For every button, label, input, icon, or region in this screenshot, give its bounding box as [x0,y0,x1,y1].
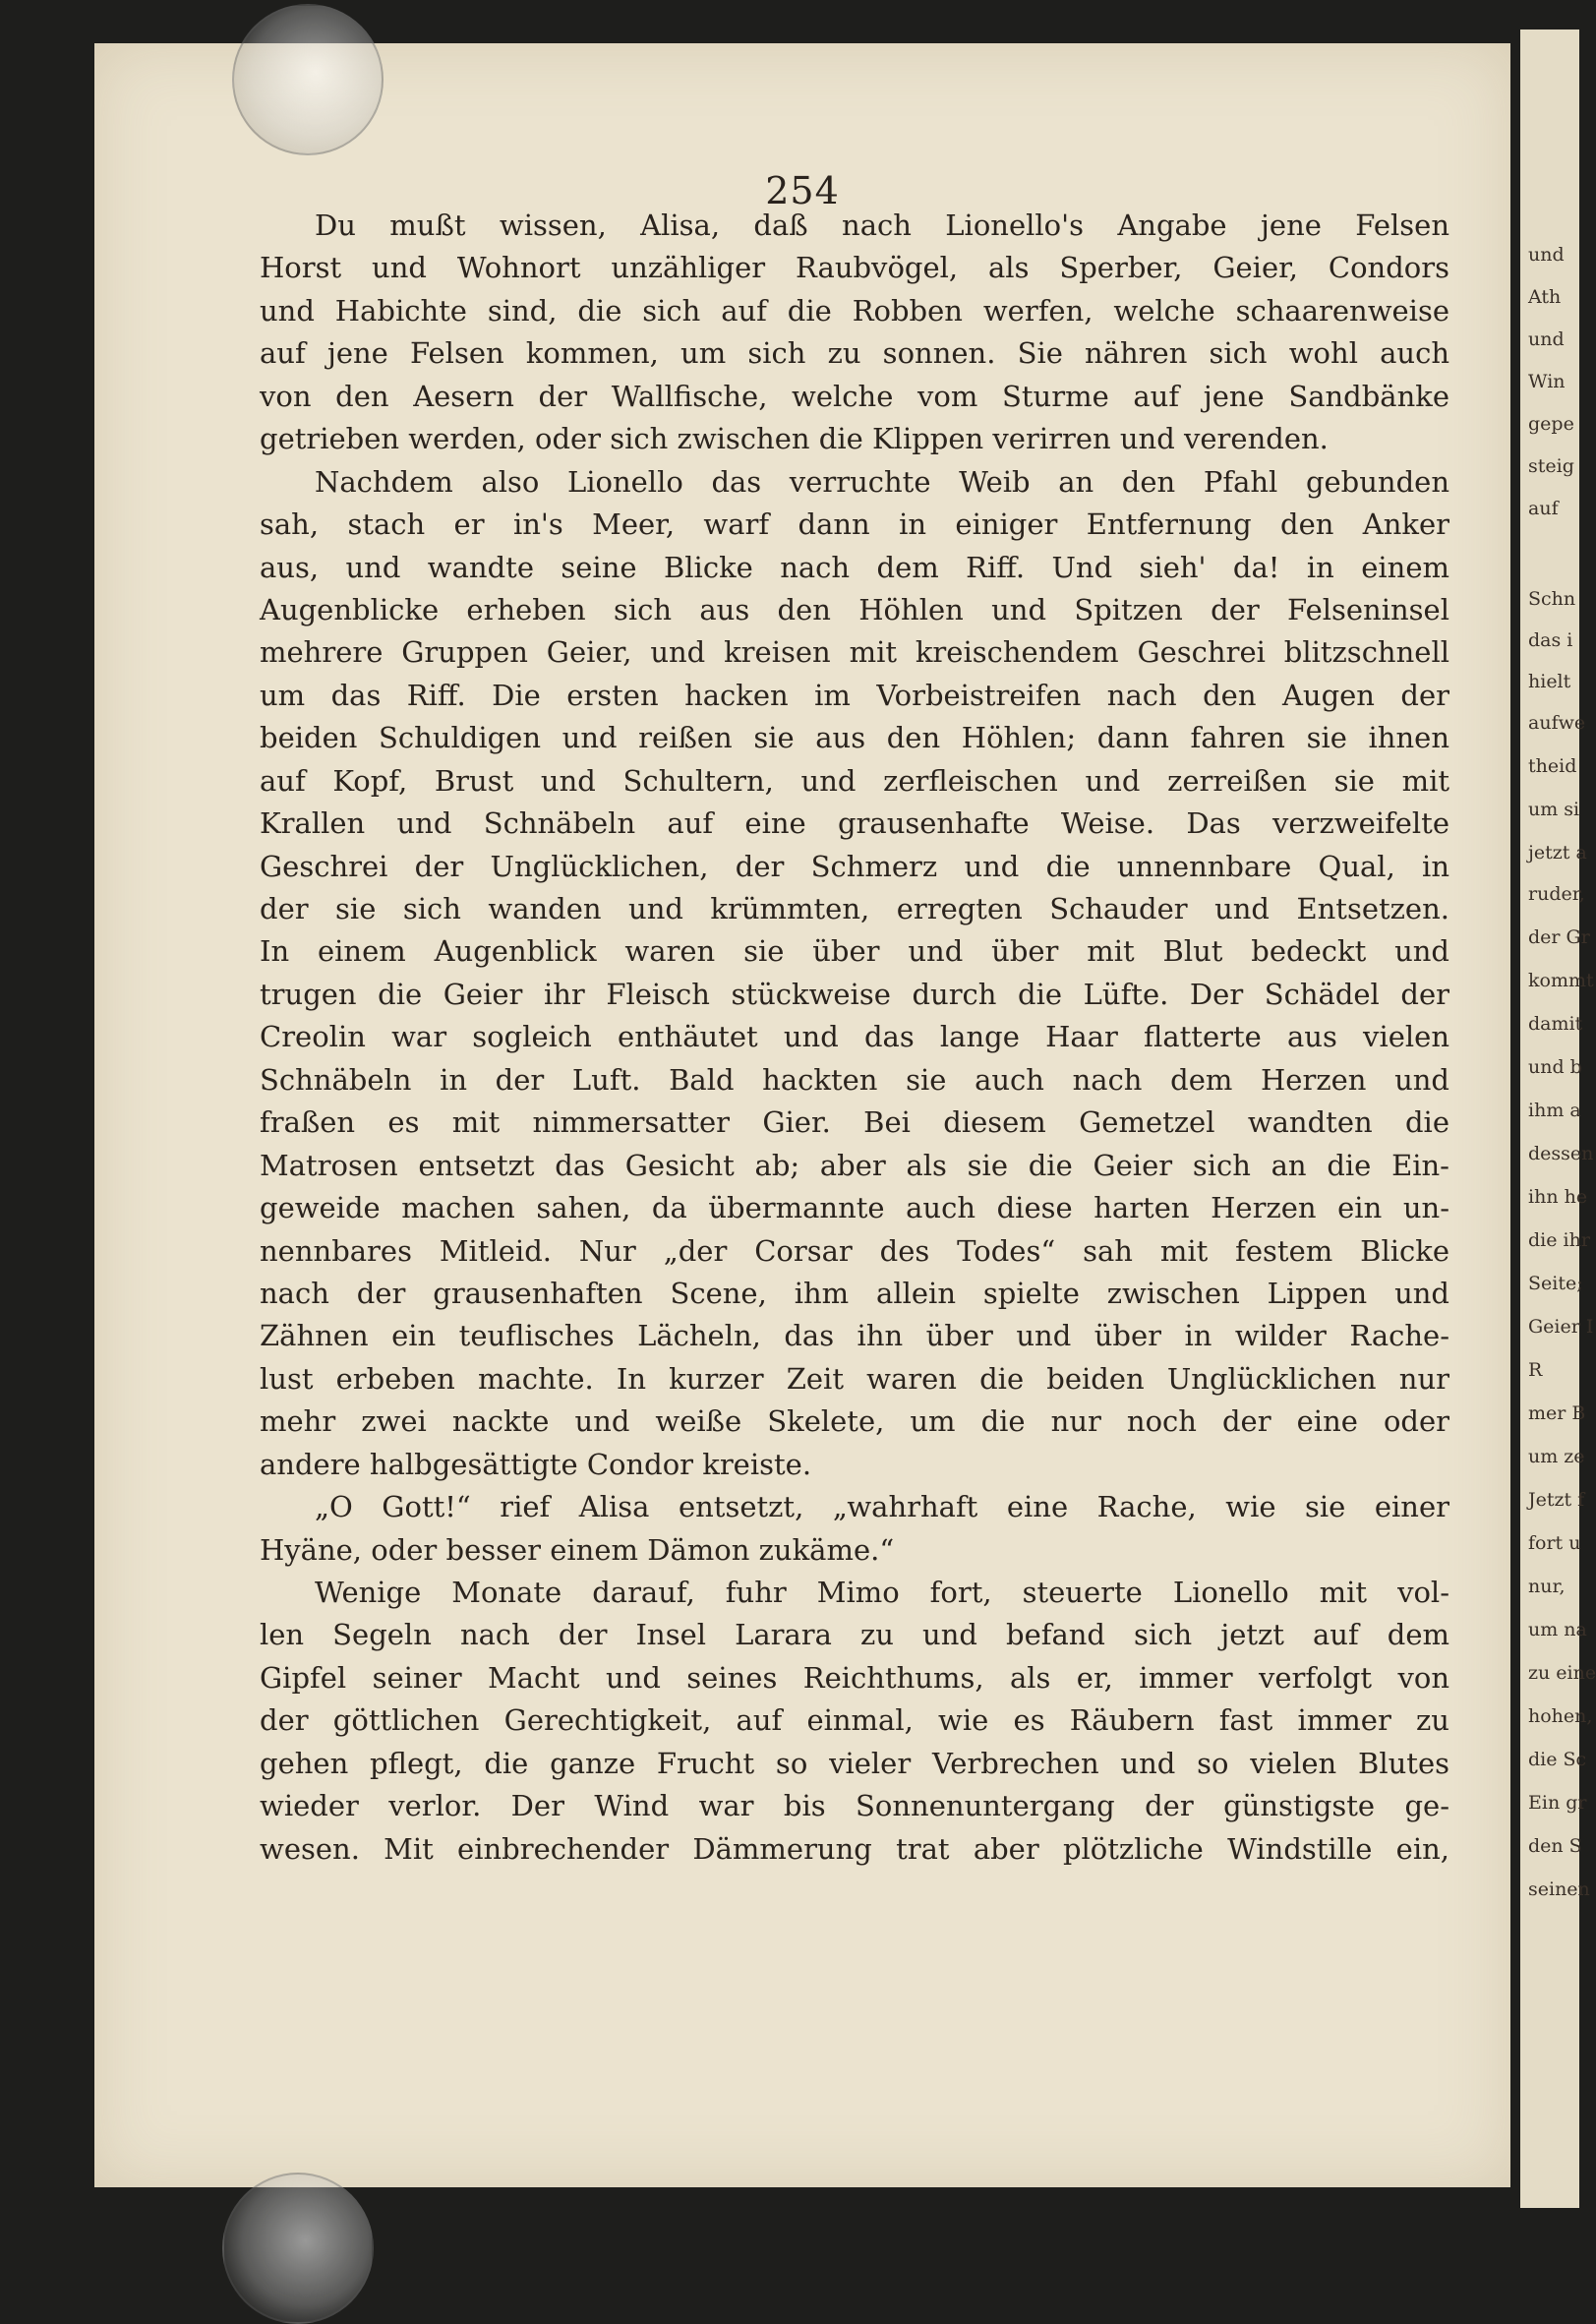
margin-word: um ze [1528,1446,1585,1467]
text-line: lust erbeben machte. In kurzer Zeit waren die beiden Unglücklichen nur [260,1361,1449,1396]
margin-word: Ath [1528,286,1562,308]
page-number: 254 [765,169,840,212]
margin-word: mer B [1528,1402,1586,1424]
text-line: Wenige Monate darauf, fuhr Mimo fort, steuerte Lionello mit vol- [315,1576,1449,1609]
text-line: um das Riff. Die ersten hacken im Vorbeistreifen nach den Augen der [260,678,1449,712]
text-line: wieder verlor. Der Wind war bis Sonnenuntergang der günstigste ge- [260,1789,1449,1823]
text-line: beiden Schuldigen und reißen sie aus den Höhlen; dann fahren sie ihnen [260,721,1449,755]
text-line: sah, stach er in's Meer, warf dann in einiger Entfernung den Anker [260,507,1449,542]
margin-word: steig [1528,455,1574,477]
margin-word: fort u [1528,1532,1581,1554]
text-line: der sie sich wanden und krümmten, erregten Schauder und Entsetzen. [260,892,1449,925]
margin-word: ihm a [1528,1100,1581,1121]
margin-word: die ihr [1528,1229,1590,1251]
margin-word: das i [1528,629,1573,651]
margin-word: kommt [1528,970,1594,991]
text-line: mehr zwei nackte und weiße Skelete, um die nur noch der eine oder [260,1404,1449,1439]
margin-word: den S [1528,1835,1582,1857]
text-line: Gipfel seiner Macht und seines Reichthums, als er, immer verfolgt von [260,1660,1449,1695]
page-clip-top [232,4,384,155]
margin-word: hielt [1528,671,1571,692]
text-line: trugen die Geier ihr Fleisch stückweise durch die Lüfte. Der Schädel der [260,977,1449,1011]
text-line: fraßen es mit nimmersatter Gier. Bei diesem Gemetzel wandten die [260,1105,1449,1140]
text-line: der göttlichen Gerechtigkeit, auf einmal, wie es Räubern fast immer zu [260,1703,1449,1738]
text-line: mehrere Gruppen Geier, und kreisen mit kreischendem Geschrei blitzschnell [260,635,1449,670]
text-line: andere halbgesättigte Condor kreiste. [260,1447,812,1481]
margin-word: Schn [1528,588,1576,610]
body-text [260,205,1449,1871]
text-line: gehen pflegt, die ganze Frucht so vieler Verbrechen und so vielen Blutes [260,1746,1449,1780]
text-line: Du mußt wissen, Alisa, daß nach Lionello's Angabe jene Felsen [315,209,1449,242]
text-line: Zähnen ein teuflisches Lächeln, das ihn über und über in wilder Rache- [260,1319,1449,1353]
margin-word: dessen [1528,1143,1594,1164]
margin-word: R [1528,1359,1543,1381]
text-line: len Segeln nach der Insel Larara zu und befand sich jetzt auf dem [260,1618,1449,1652]
margin-word: Seite; [1528,1273,1583,1294]
text-line: Krallen und Schnäbeln auf eine grausenhafte Weise. Das verzweifelte [260,806,1449,841]
text-line: Nachdem also Lionello das verruchte Weib an den Pfahl gebunden [315,464,1449,499]
margin-word: seinen [1528,1878,1590,1900]
margin-word: um na [1528,1619,1587,1640]
text-line: getrieben werden, oder sich zwischen die Klippen verirren und verenden. [260,422,1329,456]
margin-word: auf [1528,498,1559,519]
margin-word: zu eine [1528,1662,1596,1684]
text-line: Augenblicke erheben sich aus den Höhlen und Spitzen der Felseninsel [260,592,1449,626]
margin-word: um si [1528,799,1580,820]
text-line: und Habichte sind, die sich auf die Robben werfen, welche schaarenweise [260,293,1449,328]
text-line: Hyäne, oder besser einem Dämon zukäme.“ [260,1532,895,1567]
margin-word: Geier I [1528,1316,1594,1338]
margin-word: jetzt a [1528,842,1587,864]
margin-word: ihn he [1528,1186,1588,1208]
text-line: nach der grausenhaften Scene, ihm allein spielte zwischen Lippen und [260,1276,1449,1310]
margin-word: damit [1528,1013,1583,1035]
text-line: aus, und wandte seine Blicke nach dem Riff. Und sieh' da! in einem [260,550,1449,584]
margin-word: aufwe [1528,712,1586,734]
margin-word: und [1528,328,1565,350]
margin-word: Jetzt f [1528,1489,1585,1511]
text-line: Geschrei der Unglücklichen, der Schmerz und die unnennbare Qual, in [260,849,1449,883]
text-line: auf jene Felsen kommen, um sich zu sonnen. Sie nähren sich wohl auch [260,336,1449,371]
margin-word: die Sc [1528,1749,1587,1770]
text-line: nennbares Mitleid. Nur „der Corsar des Todes“ sah mit festem Blicke [260,1233,1449,1268]
next-page-edge [1520,30,1596,2208]
margin-word: hohen, [1528,1705,1593,1727]
text-line: von den Aesern der Wallfische, welche vom Sturme auf jene Sandbänke [260,379,1449,413]
page-clip-bottom [222,2173,374,2324]
text-line: In einem Augenblick waren sie über und über mit Blut bedeckt und [260,934,1449,969]
margin-word: Win [1528,371,1566,392]
text-line: wesen. Mit einbrechender Dämmerung trat aber plötzliche Windstille ein, [260,1831,1449,1866]
text-line: Matrosen entsetzt das Gesicht ab; aber als sie die Geier sich an die Ein- [260,1148,1449,1182]
text-line: Schnäbeln in der Luft. Bald hackten sie auch nach dem Herzen und [260,1062,1449,1097]
text-line: Horst und Wohnort unzähliger Raubvögel, als Sperber, Geier, Condors [260,251,1449,285]
margin-word: theid [1528,755,1577,777]
margin-word: gepe [1528,413,1574,435]
text-line: auf Kopf, Brust und Schultern, und zerfleischen und zerreißen sie mit [260,763,1449,798]
text-line: geweide machen sahen, da übermannte auch diese harten Herzen ein un- [260,1191,1449,1225]
margin-word: der Gr [1528,926,1590,948]
margin-word: nur, [1528,1576,1566,1597]
margin-word: und [1528,244,1565,266]
margin-word: Ein gr [1528,1792,1587,1814]
text-line: Creolin war sogleich enthäutet und das lange Haar flatterte aus vielen [260,1020,1449,1054]
margin-word: und b [1528,1056,1582,1078]
text-line: „O Gott!“ rief Alisa entsetzt, „wahrhaft eine Rache, wie sie einer [315,1490,1449,1524]
margin-word: ruder, [1528,883,1585,905]
